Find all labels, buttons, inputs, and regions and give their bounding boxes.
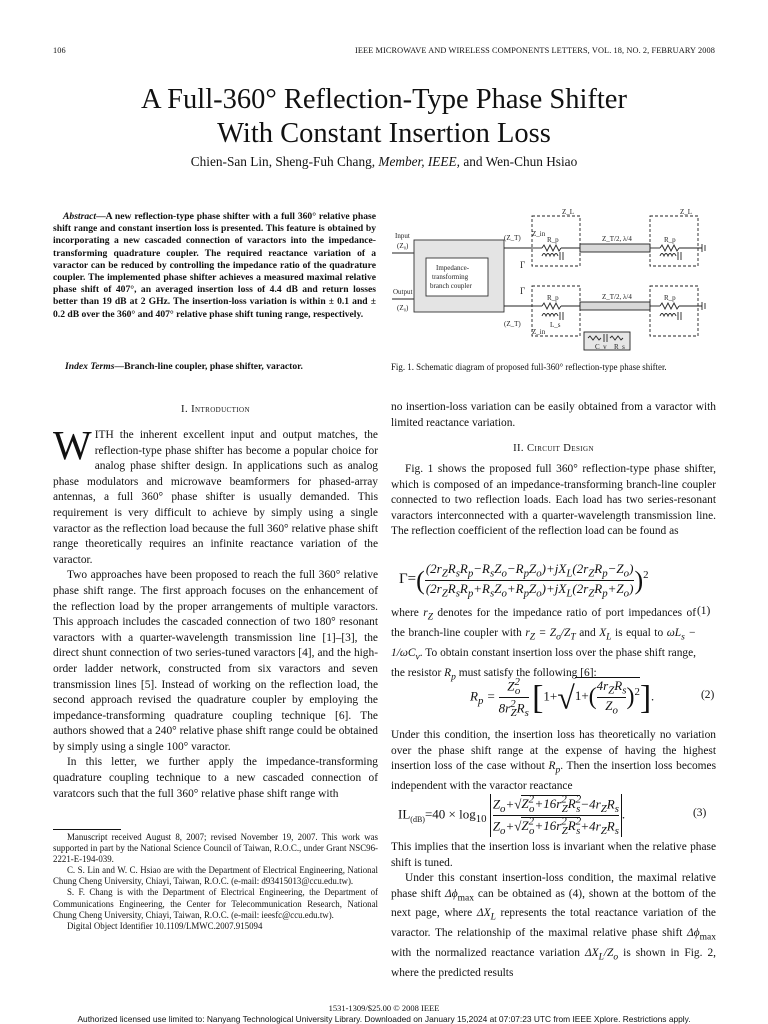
- intro-paragraph-1: ITH the inherent excellent input and output matches, the reflection-type phase shifter has become a popular choice for analog phase shifter design. In applications such as analog phase modulators and microwave beamformers for phased-array antennas, a full 360° phase shifter is usually demanded. This requirement is very difficult to achieve by simply using a single varactor as the reflection load because the full 360° relative phase shift range theoretically requires an infinite reactance variation of the varactor.: [53, 429, 378, 566]
- p5-text-b: can be obtained as (4), shown at the bottom of the next page, where: [391, 887, 716, 920]
- section2-heading: [391, 443, 716, 454]
- math-il-eq: =40 × log: [424, 806, 476, 822]
- fig-label-tline-top: Z_T/2, λ/4: [602, 235, 632, 243]
- fig-label-rp-1: R_p: [547, 236, 559, 244]
- abstract-text: —A new reflection-type phase shifter with a full 360° relative phase shift range and constant insertion loss is presented. This feature is obtained by incorporating a new cascaded connection of varactors into the impedance-transforming quadrature coupler. The required reactance variation of a varactor can be reduced by controlling the impedance ratio of the quadrature coupler. The implemented phase shifter achieves a measured maximal relative phase shift of 407°, an averaged insertion loss of 4.4 dB and return losses better than 19 dB at 2 GHz. The insertion-loss variation is within ± 0.1 and ± 0.2 dB over the 360° and 407° relative phase shift tuning range, respectively.: [53, 211, 376, 320]
- equation-3-number: (3): [693, 807, 707, 819]
- fig-label-zin-top: Z_in: [532, 230, 546, 238]
- fig-label-rp-2: R_p: [664, 236, 676, 244]
- section1-title: Introduction: [191, 404, 250, 415]
- circuit-paragraph-2: [391, 606, 696, 686]
- p5-text-c: represents the total reactance variation of the varactor. The relationship of the maximal relative phase shift: [391, 907, 716, 940]
- math-dphi-2: $\Delta\phi_{max}$: [687, 927, 716, 943]
- fig-label-rp-3: R_p: [547, 294, 559, 302]
- p3-text-a: Under this condition, the insertion loss has theoretically no variation over the phase shift range at the expense of having the highest insertion loss of the case without: [391, 729, 716, 773]
- author-membership: Member, IEEE,: [378, 154, 460, 169]
- p2-text-a: where: [391, 607, 424, 619]
- author-list: [0, 154, 768, 170]
- math-rz-sub: Z: [427, 612, 433, 623]
- fig-label-zl-1: Z_L: [562, 208, 575, 216]
- math-rz-def: $r_Z = Z_o/Z_T$: [525, 626, 576, 643]
- fig-label-tline-bottom: Z_T/2, λ/4: [602, 293, 632, 301]
- fig1-schematic: [392, 208, 717, 355]
- footnotes: [53, 832, 378, 932]
- fig-label-cv: C_v: [595, 343, 607, 351]
- fig-label-zt-bottom: (Z_T): [504, 320, 521, 328]
- fig-label-coupler-3: branch coupler: [430, 282, 472, 290]
- section1-body: [53, 422, 378, 802]
- math-rz-r: r: [423, 607, 428, 619]
- fig-label-rp-4: R_p: [664, 294, 676, 302]
- fig-label-zt-top: (Z_T): [504, 234, 521, 242]
- intro-paragraph-2: Two approaches have been proposed to reach the full 360° relative phase shift range. The first approach focuses on the enhancement of the reflection load by the proper arrangements of multiple varactors. This approach includes the cascaded connection of two 180° resonant varactors with a quarter-wavelength transmission line [1]–[3], the direct shunt connection of two series-tuned varactors [4], and the high-order ladder network, constructed from six varactors and seven transmission lines [5]. Instead of working on the reflection load, the second approach revised the quadrature coupler by employing the impedance-transforming quadrature coupling technique [6]. The authors showed that a 240° relative phase shift range could be obtained by simply using a single 100° varactor.: [53, 569, 378, 753]
- fig-label-rs: R_s: [614, 343, 625, 351]
- math-dphi: $\Delta\phi_{max}$: [445, 887, 474, 903]
- p5-text-d: with the normalized reactance variation: [391, 947, 585, 960]
- fig-label-input: Input: [395, 232, 410, 240]
- circuit-paragraph-5: [391, 871, 716, 982]
- index-terms: [53, 361, 376, 373]
- fig-label-ls: L_s: [550, 321, 561, 329]
- fig1-caption: Fig. 1. Schematic diagram of proposed full-360° reflection-type phase shifter.: [391, 362, 667, 372]
- circuit-paragraph-1: Fig. 1 shows the proposed full 360° reflection-type phase shifter, which is composed of an impedance-transforming branch-line coupler connected to two reflection loads. Each load has two series-resonant varactors interconnected with a quarter-wavelength transmission line. The reflection coefficient of the reflection load can be found as: [391, 463, 716, 538]
- page-number: 106: [53, 46, 66, 55]
- math-dxl: $\Delta X_L$: [476, 907, 496, 923]
- circuit-paragraph-3: [391, 728, 716, 795]
- paper-title-line2: With Constant Insertion Loss: [217, 118, 551, 149]
- footnote-affiliation-1: C. S. Lin and W. C. Hsiao are with the Department of Electrical Engineering, National Chung Cheng University, Chiayi, Taiwan, R.O.C. (e-mail: d93415013@ccu.edu.tw).: [53, 865, 378, 887]
- circuit-paragraph-4: This implies that the insertion loss is invariant when the relative phase shift is tuned.: [391, 841, 716, 869]
- author-names: Chien-San Lin, Sheng-Fuh Chang,: [190, 154, 379, 169]
- fig-label-output: Output: [393, 288, 413, 296]
- footnote-rule: [53, 829, 121, 830]
- p2-text-f: must satisfy the following [6]:: [455, 666, 597, 679]
- p5-text-e: is shown in Fig. 2, where the predicted results: [391, 947, 716, 980]
- author-names-rest: and Wen-Chun Hsiao: [460, 154, 578, 169]
- fig-label-gamma-top: Γ: [520, 260, 526, 270]
- equation-1: Γ=( $(2r_ZR_sR_p-R_sZ_o-R_pZ_o)+jX_L(2r_ZR_p-Z_o)$ $(2r_ZR_sR_p+R_sZ_o+R_pZ_o)+jX_L(2r_ZR_p+Z_o)$ )$^2$: [399, 561, 649, 600]
- section1-number: I.: [181, 404, 192, 415]
- license-line: Authorized licensed use limited to: Nanyang Technological University Library. Downloaded on January 15,2024 at 07:07:23 UTC from IEEE Xplore. Restrictions apply.: [77, 1014, 691, 1024]
- fig-label-coupler-2: transforming: [432, 273, 469, 281]
- equation-2-number: (2): [701, 689, 715, 701]
- math-wls: $\omega L_s - 1/\omega C_v$: [391, 626, 697, 663]
- dropcap: W: [53, 422, 92, 468]
- math-rp: $R_p$: [444, 666, 456, 682]
- abstract-label: Abstract: [63, 211, 97, 222]
- p2-text-d: is equal to: [611, 626, 667, 639]
- equation-2: $R_p$ = $Z^2_o$ $8r^2_ZR_s$ [1+√1+( $4r_ZR_s$ $Z_o$ )$^2$].: [470, 676, 655, 719]
- fig-label-zin-bottom: Z_in: [532, 328, 546, 336]
- index-terms-label: Index Terms: [65, 361, 115, 372]
- fig-label-input-z: (Z₀): [397, 242, 409, 250]
- fig-label-gamma-bottom: Γ: [520, 286, 526, 296]
- math-rp-2: $R_p$: [548, 760, 561, 776]
- math-il: IL: [398, 806, 411, 822]
- math-log-base: 10: [475, 813, 487, 825]
- fig-label-zl-2: Z_L: [680, 208, 693, 216]
- footnote-received: Manuscript received August 8, 2007; revised November 19, 2007. This work was supported in part by the National Science Council of Taiwan, R.O.C., under Grant NSC96-2221-E-194-039.: [53, 832, 378, 865]
- journal-header: IEEE MICROWAVE AND WIRELESS COMPONENTS LETTERS, VOL. 18, NO. 2, FEBRUARY 2008: [354, 46, 715, 55]
- p3-text-b: . Then the insertion loss becomes independent with the varactor reactance: [391, 760, 717, 793]
- p2-text-c: and: [575, 626, 600, 639]
- intro-paragraph-3: In this letter, we further apply the impedance-transforming quadrature coupling technique to a new cascaded connection of varatcors such that the full 360° relative phase shift range with: [53, 756, 378, 800]
- section2-number: II.: [513, 443, 528, 454]
- math-il-unit: (dB): [410, 815, 425, 824]
- fig-label-coupler-1: Impedance-: [436, 264, 470, 272]
- p2-text-b: denotes for the impedance ratio of port impedances of the branch-line coupler with: [391, 607, 696, 639]
- index-terms-text: —Branch-line coupler, phase shifter, varactor.: [114, 361, 303, 372]
- math-rz: [423, 607, 433, 623]
- equation-3: $IL_{(dB)}=40 \times \log_{10}$ $Z_o+√Z^2_o+16r^2_ZR^2_s-4r_ZR_s$ $Z_o+√Z^2_o+16r^2_ZR^2_s+4r_ZR_s$ .: [398, 794, 626, 837]
- section2-title: Circuit Design: [527, 443, 594, 454]
- fig-label-output-z: (Z₀): [397, 304, 409, 312]
- p5-text-a: Under this constant insertion-loss condition, the maximal relative phase shift: [391, 872, 716, 900]
- abstract: [53, 211, 376, 321]
- equation-1-number: (1): [697, 605, 711, 617]
- footnote-doi: Digital Object Identifier 10.1109/LMWC.2007.915094: [67, 920, 263, 931]
- right-continued: no insertion-loss variation can be easily obtained from a varactor with limited reactance variation.: [391, 401, 716, 429]
- footnote-affiliation-2: S. F. Chang is with the Department of Electrical Engineering, the Department of Communications Engineering, the Center for Telecommunication Research, National Chung Cheng University, Chiayi, Taiwan, R.O.C. (e-mail: ieesfc@ccu.edu.tw).: [53, 887, 378, 920]
- math-dxl-zo: $\Delta X_L/Z_o$: [584, 947, 619, 963]
- paper-title-line1: A Full-360° Reflection-Type Phase Shifter: [141, 84, 627, 115]
- p2-text-e: . To obtain constant insertion loss over the phase shift range, the resistor: [391, 646, 696, 679]
- section1-heading: [53, 404, 378, 415]
- math-xl: $X_L$: [599, 626, 612, 643]
- copyright-line: 1531-1309/$25.00 © 2008 IEEE: [328, 1003, 440, 1013]
